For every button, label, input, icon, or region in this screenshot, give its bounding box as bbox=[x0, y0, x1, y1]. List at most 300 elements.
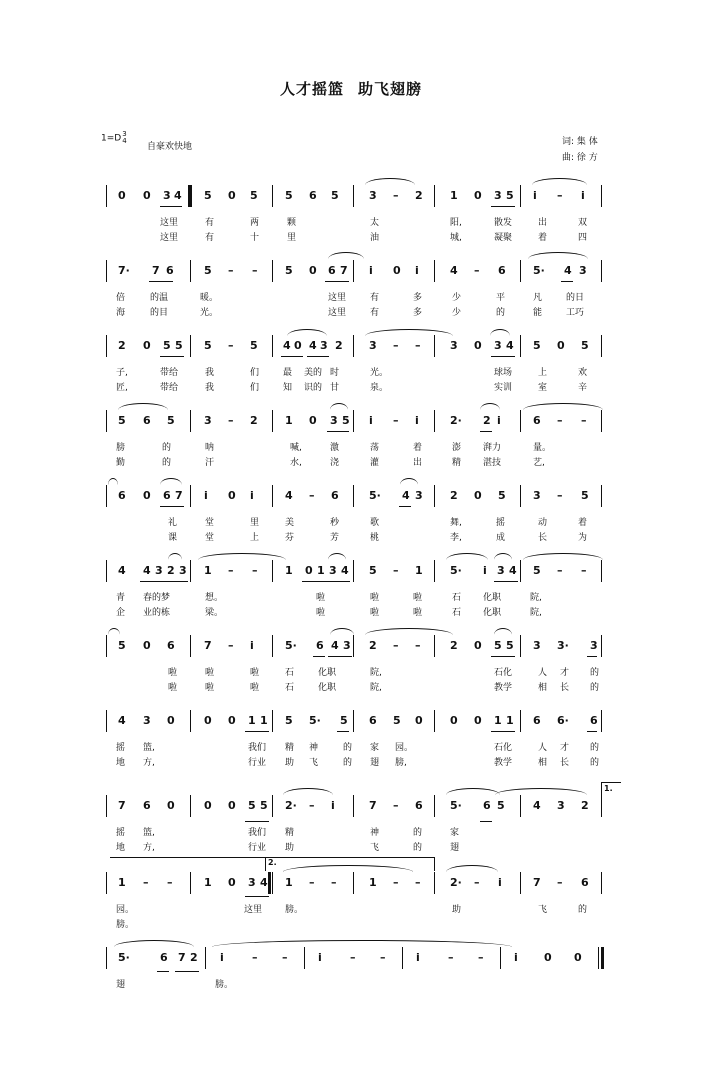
note: 0 bbox=[309, 414, 317, 427]
lyric-verse-1: 颗 bbox=[287, 218, 297, 228]
lyric-verse-1: 篮, bbox=[143, 743, 155, 753]
note: 4 bbox=[283, 339, 291, 352]
lyric-verse-1: 膀。 bbox=[285, 905, 304, 915]
slur-arc bbox=[494, 553, 512, 560]
lyric-verse-2: 行业 bbox=[248, 843, 267, 853]
note: 4 bbox=[564, 264, 572, 277]
barline bbox=[272, 560, 273, 582]
barline bbox=[190, 335, 191, 357]
rhythm-beam bbox=[160, 356, 184, 357]
lyric-verse-2: 这里 bbox=[160, 233, 179, 243]
barline bbox=[272, 335, 273, 357]
lyric-verse-2: 的 bbox=[590, 683, 600, 693]
note: – bbox=[581, 414, 587, 427]
note-row bbox=[0, 260, 702, 282]
barline bbox=[520, 872, 521, 894]
lyric-verse-1: 带给 bbox=[160, 368, 179, 378]
note: 7 bbox=[533, 876, 541, 889]
barline bbox=[601, 947, 604, 969]
note-row bbox=[0, 485, 702, 507]
rhythm-beam bbox=[160, 206, 182, 207]
key-label: 1=D bbox=[101, 133, 122, 144]
note-row bbox=[0, 410, 702, 432]
barline bbox=[106, 485, 107, 507]
lyric-verse-2: 带给 bbox=[160, 383, 179, 393]
lyric-verse-2: 飞 bbox=[309, 758, 319, 768]
note: – bbox=[228, 339, 234, 352]
barline bbox=[353, 410, 354, 432]
note: 1 bbox=[285, 564, 293, 577]
barline bbox=[190, 872, 191, 894]
note: – bbox=[228, 639, 234, 652]
lyric-verse-1: 石化 bbox=[494, 668, 513, 678]
note: 5 bbox=[342, 414, 350, 427]
note: – bbox=[143, 876, 149, 889]
rhythm-beam bbox=[307, 356, 329, 357]
lyric-verse-2: 里 bbox=[287, 233, 297, 243]
lyric-verse-2: 实训 bbox=[494, 383, 513, 393]
note: 5 bbox=[581, 489, 589, 502]
note: 6 bbox=[369, 714, 377, 727]
lyric-verse-1: 出 bbox=[538, 218, 548, 228]
barline bbox=[520, 710, 521, 732]
rhythm-beam bbox=[399, 506, 411, 507]
note: – bbox=[581, 564, 587, 577]
note: 0 bbox=[544, 951, 552, 964]
rhythm-beam bbox=[491, 206, 515, 207]
lyric-verse-2: 精 bbox=[452, 458, 462, 468]
lyric-verse-1: 倍 bbox=[116, 293, 126, 303]
note: 4 bbox=[118, 714, 126, 727]
lyric-verse-1: 有 bbox=[205, 218, 215, 228]
barline bbox=[500, 947, 501, 969]
lyric-verse-1: 的 bbox=[578, 905, 588, 915]
note: 6 bbox=[331, 489, 339, 502]
note: 6 bbox=[167, 639, 175, 652]
note: 1 bbox=[285, 876, 293, 889]
note: 1 bbox=[260, 714, 268, 727]
note: 3 bbox=[590, 639, 598, 652]
note: – bbox=[167, 876, 173, 889]
lyric-verse-1: 石化 bbox=[494, 743, 513, 753]
note: 4 bbox=[143, 564, 151, 577]
note: 5 bbox=[497, 799, 505, 812]
barline bbox=[272, 872, 273, 894]
lyric-verse-1: 堂 bbox=[205, 518, 215, 528]
barline bbox=[434, 260, 435, 282]
note: 4 bbox=[331, 639, 339, 652]
note: 0 bbox=[474, 489, 482, 502]
barline bbox=[601, 872, 602, 894]
note: 6· bbox=[557, 714, 569, 727]
lyric-verse-1: 翅 bbox=[116, 980, 126, 990]
lyric-verse-2: 识的 bbox=[304, 383, 323, 393]
note: – bbox=[393, 339, 399, 352]
lyric-verse-1: 院, bbox=[530, 593, 542, 603]
note: 5 bbox=[204, 339, 212, 352]
lyric-verse-1: 篮, bbox=[143, 828, 155, 838]
note: – bbox=[282, 951, 288, 964]
lyric-verse-2: 海 bbox=[116, 308, 126, 318]
lyric-verse-1: 神 bbox=[309, 743, 319, 753]
lyric-verse-2: 着 bbox=[538, 233, 548, 243]
lyric-verse-1: 暖。 bbox=[200, 293, 219, 303]
note: 6 bbox=[163, 489, 171, 502]
rhythm-beam bbox=[325, 281, 349, 282]
note: 0 bbox=[143, 339, 151, 352]
lyric-verse-2: 我 bbox=[205, 383, 215, 393]
note: 5 bbox=[250, 339, 258, 352]
note: 0 bbox=[167, 799, 175, 812]
note: 0 bbox=[474, 639, 482, 652]
barline bbox=[272, 635, 273, 657]
lyric-verse-2: 油 bbox=[370, 233, 380, 243]
rhythm-beam bbox=[313, 656, 325, 657]
lyric-verse-2: 长 bbox=[538, 533, 548, 543]
barline bbox=[520, 560, 521, 582]
note: – bbox=[557, 876, 563, 889]
barline bbox=[190, 260, 191, 282]
lyric-verse-1: 最 bbox=[283, 368, 293, 378]
note: 5 bbox=[393, 714, 401, 727]
barline bbox=[601, 560, 602, 582]
lyric-verse-2: 啦 bbox=[316, 608, 326, 618]
slur-arc bbox=[212, 940, 512, 947]
lyric-verse-1: 人 bbox=[538, 668, 548, 678]
slur-arc bbox=[108, 628, 120, 635]
lyric-verse-1: 动 bbox=[538, 518, 548, 528]
rhythm-beam bbox=[587, 731, 597, 732]
note: 0 bbox=[228, 189, 236, 202]
note: 2 bbox=[369, 639, 377, 652]
lyric-verse-1: 我们 bbox=[248, 743, 267, 753]
lyric-verse-1: 量。 bbox=[533, 443, 552, 453]
note-row bbox=[0, 872, 702, 894]
note: 4 bbox=[174, 189, 182, 202]
note-row bbox=[0, 335, 702, 357]
lyric-verse-2: 上 bbox=[250, 533, 260, 543]
rhythm-beam bbox=[149, 281, 173, 282]
lyric-verse-1: 的温 bbox=[150, 293, 169, 303]
note: 2 bbox=[415, 189, 423, 202]
barline bbox=[598, 947, 599, 969]
note: i bbox=[331, 799, 335, 812]
lyric-verse-2: 室 bbox=[538, 383, 548, 393]
lyric-verse-2: 知 bbox=[283, 383, 293, 393]
note: i bbox=[498, 876, 502, 889]
barline bbox=[106, 560, 107, 582]
note: 5 bbox=[331, 189, 339, 202]
lyric-verse-2: 方, bbox=[143, 843, 155, 853]
barline bbox=[106, 635, 107, 657]
lyric-verse-1: 化职 bbox=[483, 593, 502, 603]
lyric-verse-1: 澎 bbox=[452, 443, 462, 453]
note-row bbox=[0, 710, 702, 732]
lyric-verse-1: 啦 bbox=[316, 593, 326, 603]
lyric-verse-1: 的 bbox=[343, 743, 353, 753]
barline bbox=[190, 410, 191, 432]
lyric-verse-2: 勤 bbox=[116, 458, 126, 468]
rhythm-beam bbox=[328, 656, 352, 657]
lyric-verse-1: 化职 bbox=[318, 668, 337, 678]
barline bbox=[434, 635, 435, 657]
slur-arc bbox=[330, 403, 348, 410]
note: 5 bbox=[118, 639, 126, 652]
note: 1 bbox=[118, 876, 126, 889]
barline bbox=[520, 485, 521, 507]
barline bbox=[434, 185, 435, 207]
note: 4 bbox=[118, 564, 126, 577]
lyric-verse-1: 子, bbox=[116, 368, 128, 378]
barline bbox=[272, 410, 273, 432]
barline bbox=[520, 795, 521, 817]
lyric-verse-2: 有 bbox=[370, 308, 380, 318]
note: i bbox=[533, 189, 537, 202]
note: 0 bbox=[415, 714, 423, 727]
lyric-verse-2: 城, bbox=[450, 233, 462, 243]
slur-arc bbox=[523, 403, 603, 410]
note: – bbox=[309, 489, 315, 502]
note: 2 bbox=[483, 414, 491, 427]
note: i bbox=[581, 189, 585, 202]
note: 2 bbox=[450, 639, 458, 652]
lyric-verse-2: 啦 bbox=[413, 608, 423, 618]
lyric-verse-1: 飞 bbox=[538, 905, 548, 915]
lyric-verse-2: 梁。 bbox=[205, 608, 224, 618]
barline bbox=[434, 795, 435, 817]
slur-arc bbox=[480, 403, 500, 410]
lyric-verse-1: 的 bbox=[162, 443, 172, 453]
slur-arc bbox=[283, 788, 333, 795]
lyric-verse-1: 的 bbox=[413, 828, 423, 838]
note: – bbox=[415, 639, 421, 652]
lyric-verse-1: 家 bbox=[450, 828, 460, 838]
lyric-verse-1: 膀。 bbox=[215, 980, 234, 990]
note: 3 bbox=[494, 189, 502, 202]
note: 0 bbox=[228, 714, 236, 727]
note: 2· bbox=[285, 799, 297, 812]
barline bbox=[434, 560, 435, 582]
note: 6 bbox=[118, 489, 126, 502]
lyric-verse-2: 少 bbox=[452, 308, 462, 318]
slur-arc bbox=[400, 478, 418, 485]
note: – bbox=[380, 951, 386, 964]
lyric-verse-1: 散发 bbox=[494, 218, 513, 228]
lyric-verse-2: 相 bbox=[538, 758, 548, 768]
lyric-verse-1: 春的梦 bbox=[143, 593, 171, 603]
lyric-verse-1: 秒 bbox=[330, 518, 340, 528]
note: 1 bbox=[506, 714, 514, 727]
barline bbox=[601, 795, 602, 817]
lyric-verse-2: 出 bbox=[413, 458, 423, 468]
tempo-marking: 自豪欢快地 bbox=[147, 142, 193, 152]
lyric-verse-1: 才 bbox=[560, 668, 570, 678]
note: – bbox=[393, 876, 399, 889]
lyric-verse-2: 化职 bbox=[318, 683, 337, 693]
lyric-verse-1: 想。 bbox=[205, 593, 224, 603]
note: 0 bbox=[393, 264, 401, 277]
note: 1 bbox=[450, 189, 458, 202]
note: 5· bbox=[450, 799, 462, 812]
rhythm-beam bbox=[245, 821, 269, 822]
note: i bbox=[415, 264, 419, 277]
lyric-verse-1: 膀 bbox=[116, 443, 126, 453]
note: 6 bbox=[415, 799, 423, 812]
note: – bbox=[228, 264, 234, 277]
note: 2 bbox=[167, 564, 175, 577]
note: 5· bbox=[118, 951, 130, 964]
note: 5 bbox=[163, 339, 171, 352]
lyric-verse-2: 地 bbox=[116, 758, 126, 768]
barline bbox=[353, 260, 354, 282]
rhythm-beam bbox=[491, 731, 515, 732]
lyric-verse-1: 美的 bbox=[304, 368, 323, 378]
lyric-verse-2: 水, bbox=[290, 458, 302, 468]
lyric-verse-1: 啦 bbox=[250, 668, 260, 678]
lyric-verse-1: 多 bbox=[413, 293, 423, 303]
slur-arc bbox=[490, 329, 510, 336]
lyric-verse-1: 的日 bbox=[566, 293, 585, 303]
lyric-verse-2: 石 bbox=[452, 608, 462, 618]
rhythm-beam bbox=[337, 731, 349, 732]
lyric-verse-1: 欢 bbox=[578, 368, 588, 378]
rhythm-beam bbox=[494, 581, 518, 582]
barline bbox=[353, 872, 354, 894]
slur-arc bbox=[365, 329, 453, 336]
note: 5· bbox=[309, 714, 321, 727]
lyric-verse-2: 辛 bbox=[578, 383, 588, 393]
note: i bbox=[369, 414, 373, 427]
rhythm-beam bbox=[157, 971, 169, 972]
lyric-verse-2: 十 bbox=[250, 233, 260, 243]
first-ending-bracket-continue bbox=[110, 857, 268, 858]
slur-arc bbox=[446, 865, 498, 872]
rhythm-beam bbox=[245, 731, 269, 732]
barline bbox=[190, 635, 191, 657]
note: – bbox=[309, 876, 315, 889]
note: 0 bbox=[474, 339, 482, 352]
lyric-verse-1: 的 bbox=[590, 743, 600, 753]
barline bbox=[520, 185, 521, 207]
slur-arc bbox=[114, 940, 194, 947]
barline bbox=[520, 410, 521, 432]
rhythm-beam bbox=[245, 896, 269, 897]
note: 4 bbox=[509, 564, 517, 577]
barline bbox=[106, 335, 107, 357]
lyric-verse-1: 激 bbox=[330, 443, 340, 453]
barline bbox=[272, 185, 273, 207]
lyric-verse-1: 呐 bbox=[205, 443, 215, 453]
note: 6 bbox=[533, 714, 541, 727]
note: 0 bbox=[294, 339, 302, 352]
note: i bbox=[415, 414, 419, 427]
rhythm-beam bbox=[140, 581, 164, 582]
lyric-verse-2: 方, bbox=[143, 758, 155, 768]
lyric-verse-1: 石 bbox=[285, 668, 295, 678]
note: 5 bbox=[340, 714, 348, 727]
lyric-verse-1: 光。 bbox=[370, 368, 389, 378]
barline bbox=[272, 485, 273, 507]
note-row bbox=[0, 635, 702, 657]
lyric-verse-2: 桃 bbox=[370, 533, 380, 543]
slur-arc bbox=[328, 252, 364, 259]
slur-arc bbox=[446, 553, 488, 560]
note: – bbox=[393, 639, 399, 652]
note: 0 bbox=[118, 189, 126, 202]
barline bbox=[353, 185, 354, 207]
note: 5· bbox=[533, 264, 545, 277]
note: i bbox=[497, 414, 501, 427]
lyric-verse-1: 神 bbox=[370, 828, 380, 838]
lyric-verse-2: 芳 bbox=[330, 533, 340, 543]
note: – bbox=[415, 339, 421, 352]
note: 0 bbox=[143, 189, 151, 202]
lyric-verse-2: 教学 bbox=[494, 758, 513, 768]
lyric-verse-1: 上 bbox=[538, 368, 548, 378]
lyric-verse-2: 啦 bbox=[168, 683, 178, 693]
lyric-verse-2: 的 bbox=[343, 758, 353, 768]
note: 7· bbox=[118, 264, 130, 277]
note: – bbox=[252, 264, 258, 277]
note: 6 bbox=[160, 951, 168, 964]
note: – bbox=[557, 189, 563, 202]
note: – bbox=[557, 489, 563, 502]
lyric-verse-1: 啦 bbox=[205, 668, 215, 678]
note: 2· bbox=[450, 414, 462, 427]
note: – bbox=[557, 414, 563, 427]
note: 5 bbox=[285, 189, 293, 202]
note: – bbox=[393, 564, 399, 577]
lyric-verse-1: 的 bbox=[590, 668, 600, 678]
barline bbox=[272, 710, 273, 732]
note-row bbox=[0, 947, 702, 969]
lyric-verse-2: 啦 bbox=[250, 683, 260, 693]
note: – bbox=[557, 564, 563, 577]
slur-arc bbox=[328, 553, 346, 560]
note: 5 bbox=[498, 489, 506, 502]
lyric-verse-1: 美 bbox=[285, 518, 295, 528]
note: 0 bbox=[309, 264, 317, 277]
note: 5 bbox=[494, 639, 502, 652]
barline bbox=[601, 485, 602, 507]
note: 0 bbox=[143, 639, 151, 652]
note: 3· bbox=[557, 639, 569, 652]
note: 0 bbox=[228, 489, 236, 502]
lyric-verse-1: 精 bbox=[285, 743, 295, 753]
note: i bbox=[250, 489, 254, 502]
lyric-verse-2: 膀, bbox=[395, 758, 407, 768]
barline bbox=[304, 947, 305, 969]
lyric-verse-2: 多 bbox=[413, 308, 423, 318]
note: 2 bbox=[581, 799, 589, 812]
note: 3 bbox=[155, 564, 163, 577]
lyric-verse-2: 翅 bbox=[450, 843, 460, 853]
note: 6 bbox=[316, 639, 324, 652]
note: 0 bbox=[474, 189, 482, 202]
note: 7 bbox=[178, 951, 186, 964]
slur-arc bbox=[283, 865, 413, 872]
lyric-verse-2: 李, bbox=[450, 533, 462, 543]
lyric-verse-2: 四 bbox=[578, 233, 588, 243]
note: 5· bbox=[285, 639, 297, 652]
note: 1 bbox=[369, 876, 377, 889]
lyric-verse-2: 的 bbox=[496, 308, 506, 318]
barline bbox=[106, 710, 107, 732]
barline bbox=[434, 872, 435, 894]
first-ending-bracket-top bbox=[601, 782, 621, 783]
note: 3 bbox=[494, 339, 502, 352]
note: 4 bbox=[309, 339, 317, 352]
